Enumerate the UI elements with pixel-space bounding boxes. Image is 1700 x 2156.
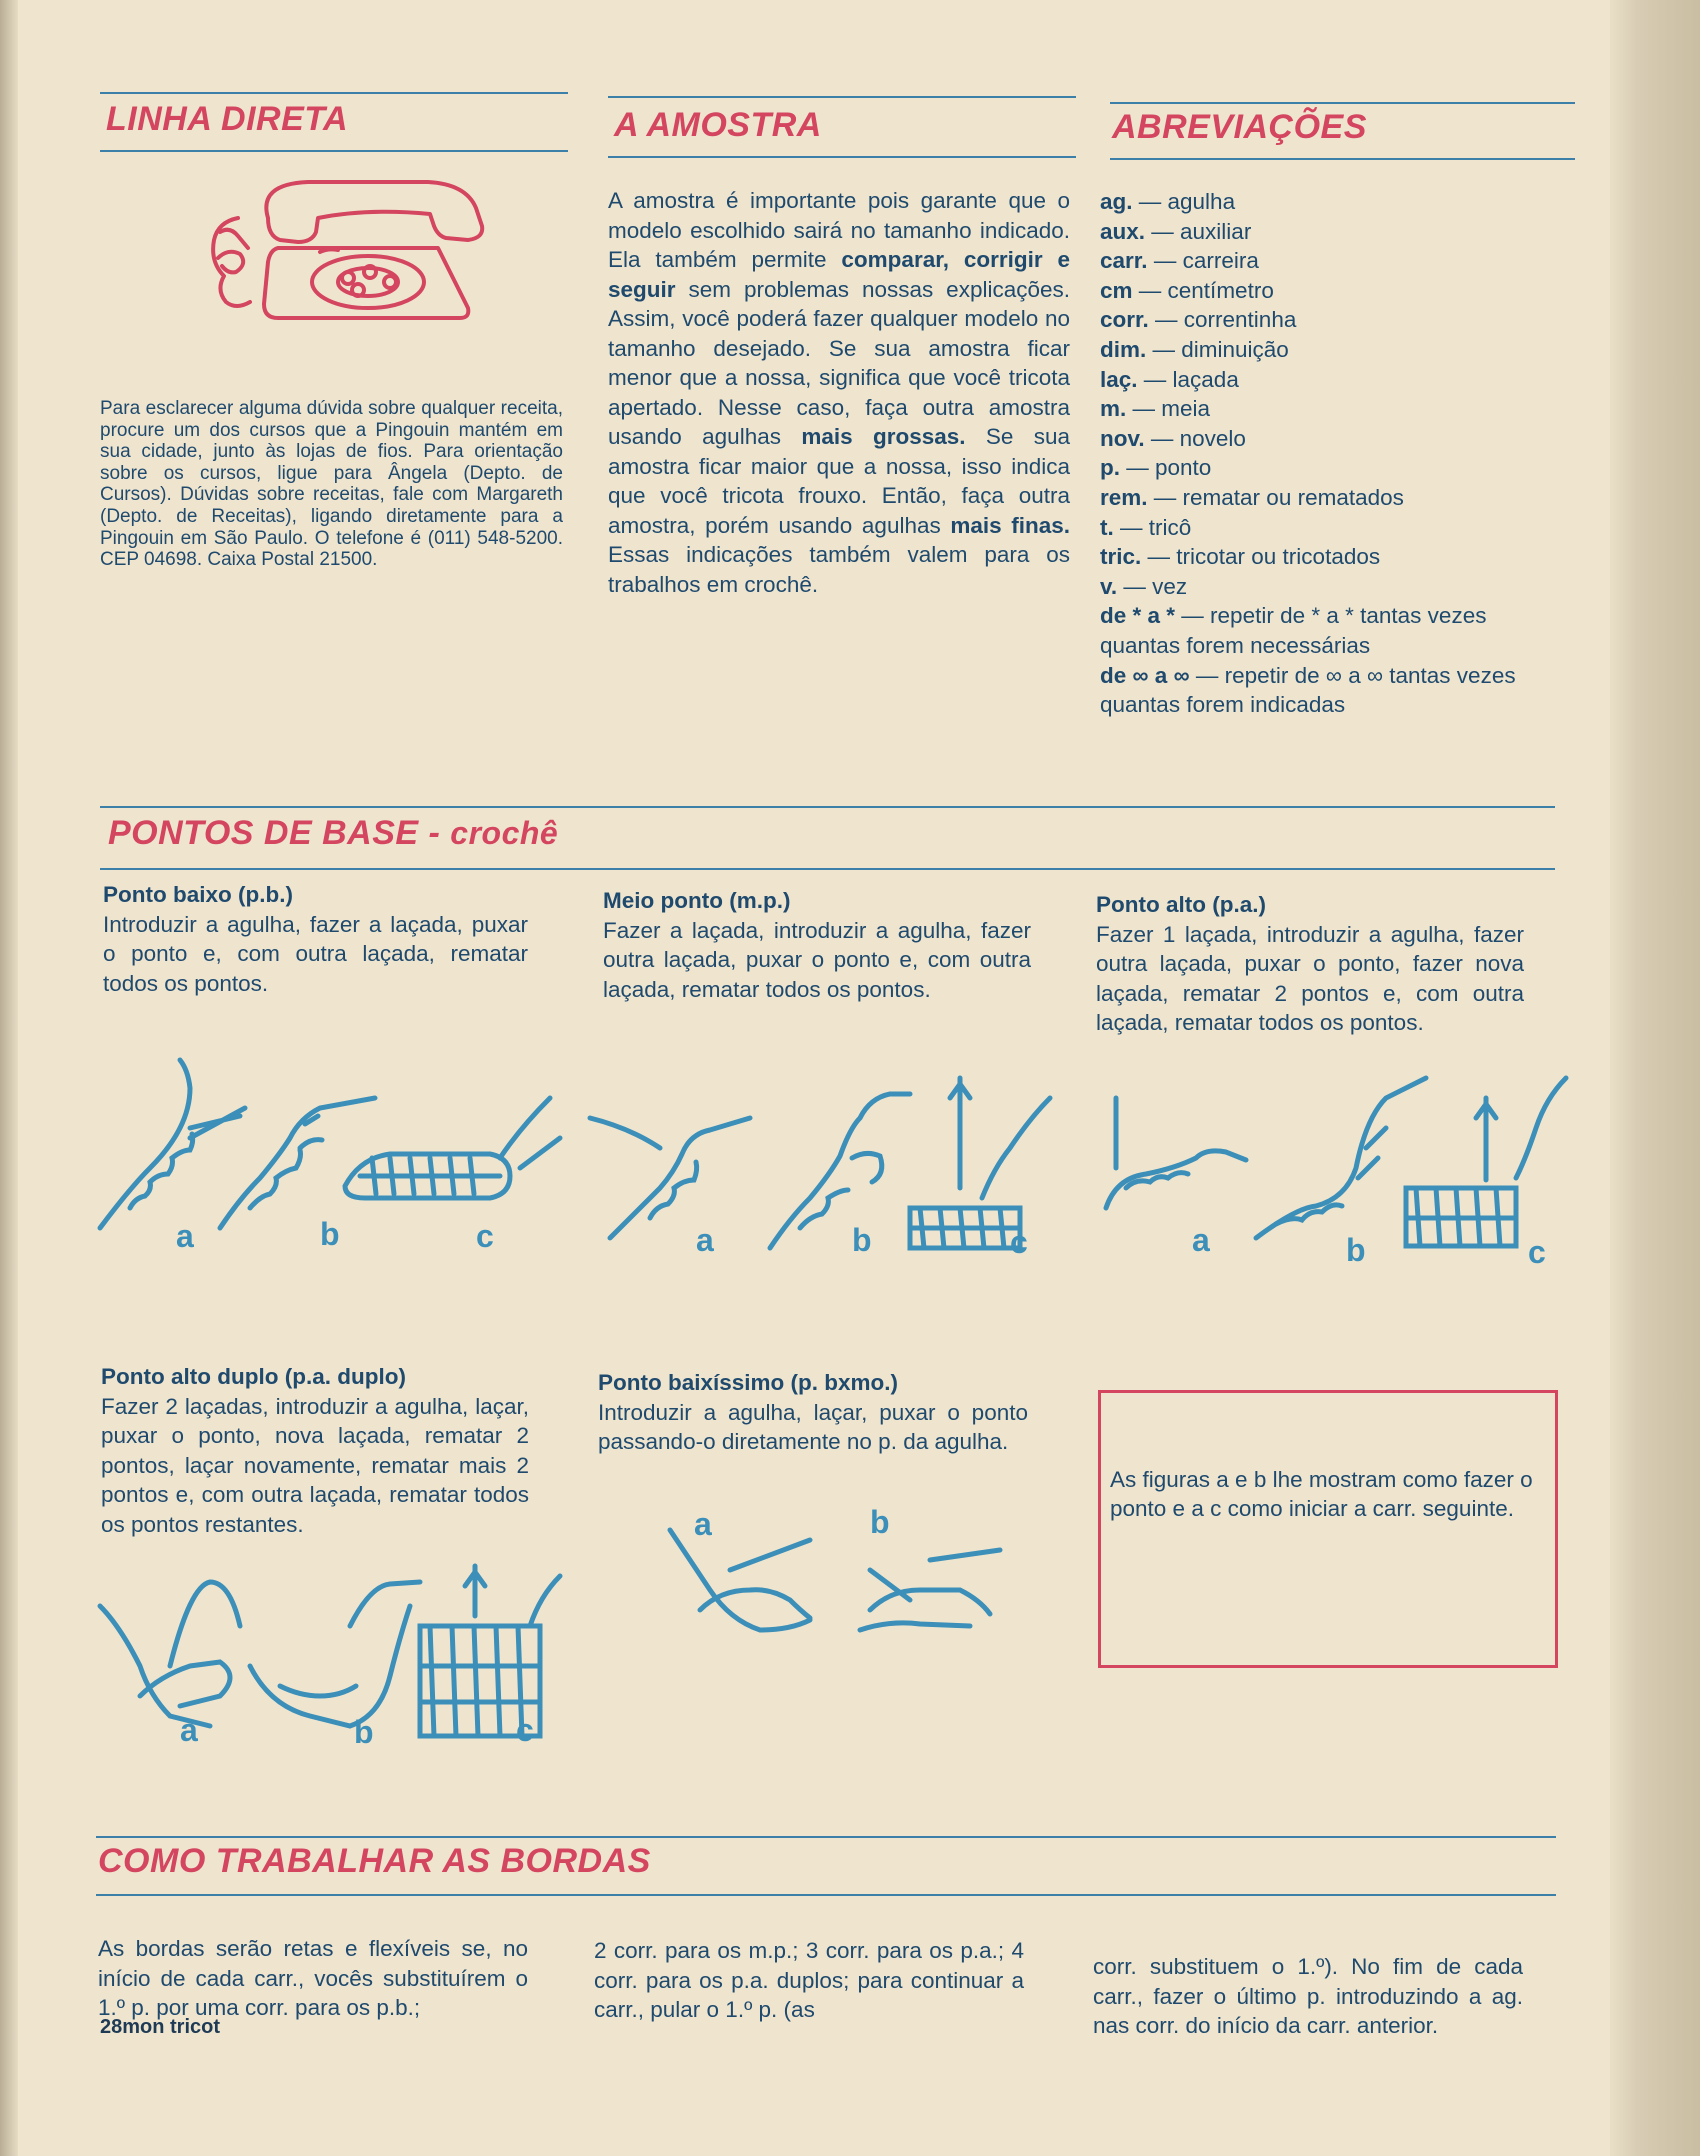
page-edge-left <box>0 0 18 2156</box>
rule <box>100 92 568 94</box>
rule <box>608 96 1076 98</box>
abbreviation-item: m. — meia <box>1100 396 1211 422</box>
figure-letter-c: c <box>516 1712 534 1748</box>
figure-letter-b: b <box>870 1504 890 1540</box>
note-text: As figuras a e b lhe mostram como fazer o ponto e a c como iniciar a carr. seguinte. <box>1110 1467 1533 1521</box>
magazine-name: mon tricot <box>122 2016 221 2038</box>
abbreviation-item: v. — vez <box>1100 573 1188 599</box>
stitch-ponto-alto-duplo: Ponto alto duplo (p.a. duplo) Fazer 2 laçadas, introduzir a agulha, laçar, puxar o ponto, nova laçada, rematar 2 pontos, laçar novamente, rematar mais 2 pontos e, com outra laçada, rematar todos os pontos restantes. <box>101 1364 529 1537</box>
amostra-text: A amostra é importante pois garante que o modelo escolhido sairá no tamanho indicado. Ela também permite comparar, corrigir e seguir sem problemas nossas explicações. Assim, você poderá fazer qualquer modelo no tamanho desejado. Se sua amostra ficar menor que a nossa, significa que você tricota apertado. Nesse caso, faça outra amostra usando agulhas mais grossas. Se sua amostra ficar maior que a nossa, isso indica que você tricota frouxo. Então, faça outra amostra, porém usando agulhas mais finas. Essas indicações também valem para os trabalhos em crochê. <box>608 188 1070 597</box>
stitch-ponto-baixo: Ponto baixo (p.b.) Introduzir a agulha, fazer a laçada, puxar o ponto e, com outra laçada, rematar todos os pontos. <box>103 882 528 996</box>
rule <box>1110 158 1575 160</box>
abbreviation-repeat: de ∞ a ∞ — repetir de ∞ a ∞ tantas vezes quantas forem indicadas <box>1100 662 1516 718</box>
rule <box>100 806 1555 808</box>
telephone-icon <box>198 178 488 328</box>
abbreviation-item: t. — tricô <box>1100 514 1192 540</box>
abbreviation-item: corr. — correntinha <box>1100 307 1297 333</box>
abbreviation-item: cm — centímetro <box>1100 277 1274 303</box>
figure-letter-c: c <box>1528 1234 1546 1270</box>
abbreviation-list <box>1100 187 1570 720</box>
section-title-bordas: COMO TRABALHAR AS BORDAS <box>98 1842 651 1880</box>
ponto-baixissimo-diagram <box>670 1530 1000 1650</box>
stitch-ponto-baixissimo: Ponto baixíssimo (p. bxmo.) Introduzir a agulha, laçar, puxar o ponto passando-o diretamente no p. da agulha. <box>598 1370 1028 1454</box>
bordas-text-col1: As bordas serão retas e flexíveis se, no início de cada carr., vocês substituírem o 1.º p. por uma corr. para os p.b.; <box>98 1936 528 2020</box>
abbreviation-item: ag. — agulha <box>1100 189 1236 214</box>
abbreviation-item: dim. — diminuição <box>1100 336 1289 362</box>
figure-letter-a: a <box>696 1222 714 1258</box>
note-box <box>1098 1390 1558 1668</box>
figure-letter-c: c <box>1010 1224 1028 1260</box>
rule <box>1110 102 1575 104</box>
abbreviation-item: aux. — auxiliar <box>1100 218 1252 244</box>
stitch-ponto-alto: Ponto alto (p.a.) Fazer 1 laçada, introduzir a agulha, fazer outra laçada, puxar o ponto, fazer nova laçada, rematar 2 pontos e, com outra laçada, rematar todos os pontos. <box>1096 892 1524 1035</box>
figure-letter-b: b <box>320 1216 340 1252</box>
section-title-pontos-base: PONTOS DE BASE - crochê <box>108 814 559 852</box>
figure-letter-c: c <box>476 1218 494 1254</box>
rule <box>608 156 1076 158</box>
abbreviation-item: p. — ponto <box>1100 455 1212 481</box>
rule <box>96 1836 1556 1838</box>
rule <box>100 150 568 152</box>
section-title-abreviacoes: ABREVIAÇÕES <box>1112 108 1367 146</box>
figure-letter-a: a <box>176 1218 194 1254</box>
figure-letter-b: b <box>852 1222 872 1258</box>
rule <box>96 1894 1556 1896</box>
figure-letter-a: a <box>180 1712 198 1748</box>
linha-direta-text: Para esclarecer alguma dúvida sobre qualquer receita, procure um dos cursos que a Pingouin mantém em sua cidade, junto às lojas de fios. Para orientação sobre os cursos, ligue para Ângela (Depto. de Cursos). Dúvidas sobre receitas, fale com Margareth (Depto. de Receitas), ligando diretamente para a Pingouin em São Paulo. O telefone é (011) 548-5200. CEP 04698. Caixa Postal 21500. <box>100 398 563 571</box>
abbreviation-item: nov. — novelo <box>1100 425 1246 451</box>
abbreviation-item: tric. — tricotar ou tricotados <box>1100 544 1381 570</box>
page-footer <box>100 2016 220 2039</box>
abbreviation-item: rem. — rematar ou rematados <box>1100 484 1404 510</box>
page-number: 28 <box>100 2016 123 2038</box>
ponto-alto-diagram <box>1096 1078 1566 1268</box>
figure-letter-b: b <box>354 1714 374 1750</box>
abbreviation-item: laç. — laçada <box>1100 366 1239 392</box>
abbreviation-repeat: de * a * — repetir de * a * tantas vezes quantas forem necessárias <box>1100 603 1487 658</box>
stitch-meio-ponto: Meio ponto (m.p.) Fazer a laçada, introduzir a agulha, fazer outra laçada, puxar o ponto e, com outra laçada, rematar todos os pontos. <box>603 888 1031 1002</box>
figure-letter-a: a <box>1192 1222 1210 1258</box>
abbreviation-item: carr. — carreira <box>1100 248 1259 274</box>
section-title-linha-direta: LINHA DIRETA <box>106 100 349 138</box>
figure-letter-b: b <box>1346 1232 1366 1268</box>
meio-ponto-diagram <box>590 1078 1060 1258</box>
bordas-text-col2: 2 corr. para os m.p.; 3 corr. para os p.a.; 4 corr. para os p.a. duplos; para continuar a carr., pular o 1.º p. (as <box>594 1938 1024 2022</box>
ponto-alto-duplo-diagram <box>90 1566 570 1746</box>
page-edge-right <box>1610 0 1700 2156</box>
bordas-text-col3: corr. substituem o 1.º). No fim de cada carr., fazer o último p. introduzindo a ag. nas corr. do início da carr. anterior. <box>1093 1954 1523 2038</box>
section-title-amostra: A AMOSTRA <box>614 106 822 144</box>
figure-letter-a: a <box>694 1506 712 1542</box>
rule <box>100 868 1555 870</box>
